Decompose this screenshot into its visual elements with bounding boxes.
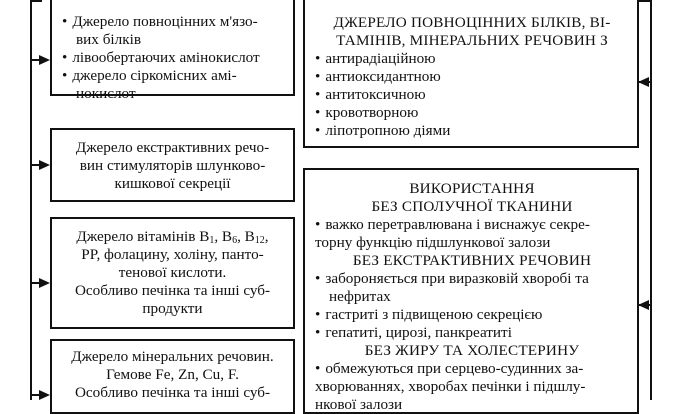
vitamins-line-2: PP, фолацину, холіну, панто- [81,246,264,263]
usage-no-extractive-heading: БЕЗ ЕКСТРАКТИВНИХ РЕЧОВИН [352,252,592,269]
protein-item-1: • Джерело повноцінних м'язо- [62,13,283,31]
protein-item-2: • лівообертаючих амінокислот [62,49,283,67]
usage-item-5: • обмежуються при серцево-судинних за- [315,360,629,378]
usage-no-fat-heading: БЕЗ ЖИРУ ТА ХОЛЕСТЕРИНУ [364,342,580,359]
usage-item-1-cont: торну функцію підшлункової залози [315,234,551,251]
effect-item-4: • кровотворною [315,104,629,122]
arrow-to-box3-head [39,278,50,288]
usage-item-2-cont: нефритах [329,288,391,305]
vitamins-line-4: Особливо печінка та інші суб- [74,282,271,299]
arrow-to-right-bottom-head [638,300,649,310]
usage-item-5-cont: хворюваннях, хворобах печінки і підшлу- [315,378,586,395]
protein-item-1-cont: вих білків [76,31,141,48]
usage-item-5-cont-2: нкової залози [315,396,403,413]
minerals-line-2: Гемове Fe, Zn, Cu, F. [106,366,239,383]
vitamins-line-1: Джерело вітамінів $B_1$, $B_6$, $B_{12}$, [76,228,269,246]
left-box-extractive [50,128,295,202]
left-top-connector [30,0,42,2]
usage-item-2: • забороняється при виразковій хворобі та [315,270,629,288]
right-top-connector [638,0,652,2]
effect-item-2: • антиоксидантною [315,68,629,86]
vitamins-line-5: продукти [142,300,203,317]
left-box-minerals [50,339,295,414]
minerals-line-1: Джерело мінеральних речовин. [71,348,274,365]
right-box-protein-source [303,0,639,148]
left-box-protein-source [50,0,295,102]
extractive-line-2: вин стимуляторів шлунково- [79,157,266,174]
effect-item-5: • ліпотропною діями [315,122,629,140]
effect-item-3: • антитоксичною [315,86,629,104]
right-top-title-2: ТАМІНІВ, МІНЕРАЛЬНИХ РЕЧОВИН З [336,32,608,49]
protein-item-3: • джерело сіркомісних амі- [62,67,283,85]
usage-item-1: • важко перетравлювана і виснажує секре- [315,216,629,234]
effect-item-1: • антирадіаційною [315,50,629,68]
vitamins-line-3: тенової кислоти. [118,264,227,281]
minerals-line-3: Особливо печінка та інші суб- [74,384,271,401]
protein-item-3-cont: нокислот [76,85,136,102]
usage-no-connective-heading: БЕЗ СПОЛУЧНОЇ ТКАНИНИ [371,198,573,215]
right-trunk-line [650,0,652,400]
right-top-title-1: ДЖЕРЕЛО ПОВНОЦІННИХ БІЛКІВ, ВІ- [333,14,611,31]
left-box-vitamins [50,217,295,329]
arrow-to-box2-head [39,160,50,170]
usage-heading: ВИКОРИСТАННЯ [409,180,535,197]
usage-item-4: • гепатиті, цирозі, панкреатиті [315,324,629,342]
arrow-to-box4-head [39,390,50,400]
usage-item-3: • гастриті з підвищеною секрецією [315,306,629,324]
arrow-to-box1-head [39,55,50,65]
arrow-to-right-top-head [638,77,649,87]
extractive-line-1: Джерело екстрактивних речо- [75,139,270,156]
right-box-usage [303,168,639,414]
extractive-line-3: кишкової секреції [114,175,231,192]
